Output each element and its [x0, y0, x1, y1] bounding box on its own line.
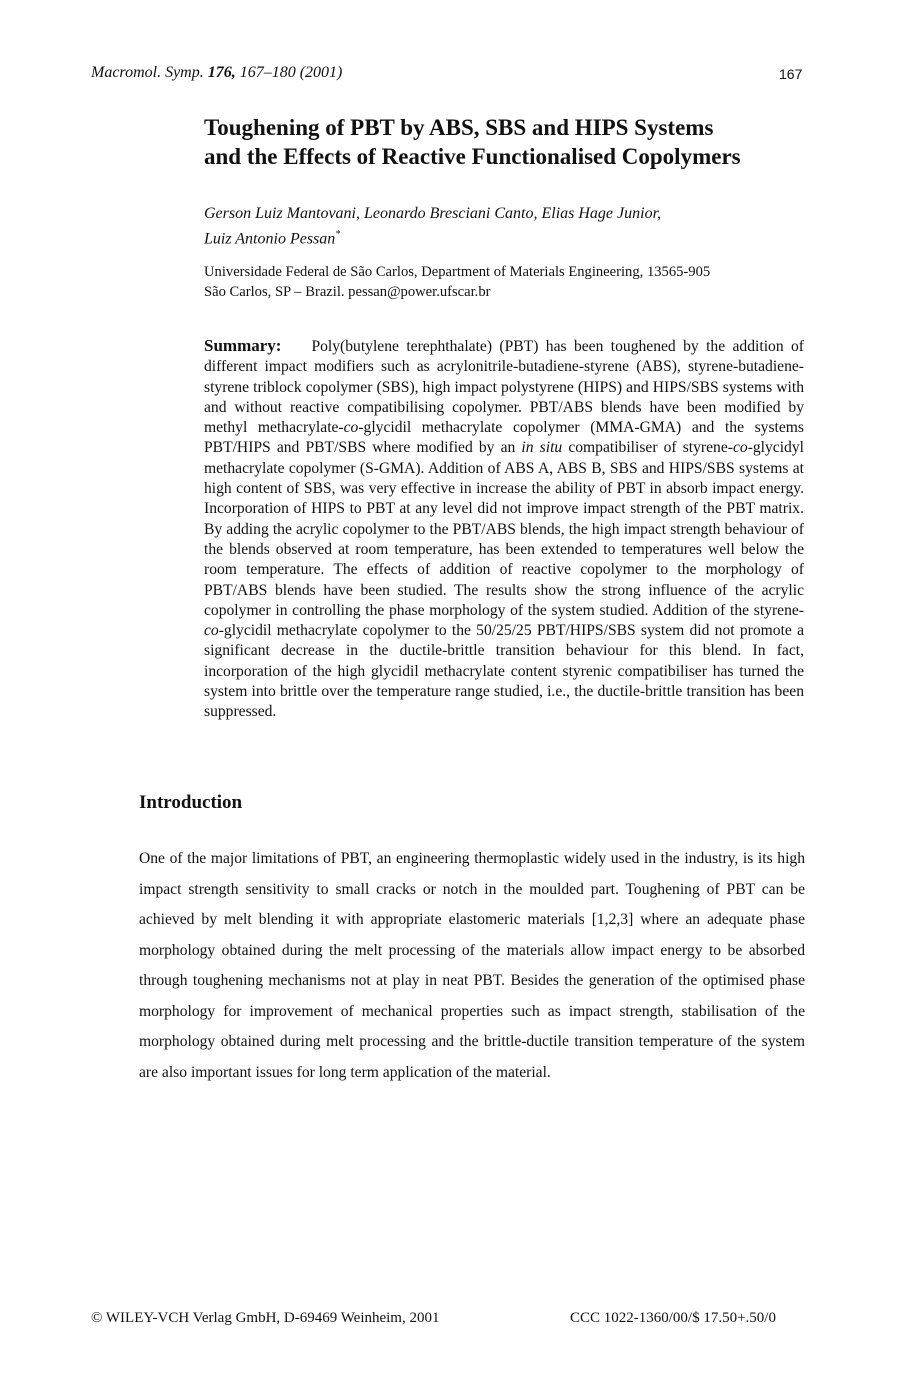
authors — [204, 203, 804, 249]
paper-title — [204, 113, 844, 171]
abstract-italic: co — [732, 439, 748, 457]
journal-name: Macromol. Symp. — [91, 64, 208, 81]
authors-line-1: Gerson Luiz Mantovani, Leonardo Bresciani Canto, Elias Hage Junior, — [204, 205, 662, 222]
introduction-paragraph: One of the major limitations of PBT, an engineering thermoplastic widely used in the industry, is its high impact strength sensitivity to small cracks or notch in the moulded part. Toughening of PBT can be achieved by melt blending it with appropriate elastomeric materials [1,2,3] where an adequate phase morphology obtained during the melt processing of the materials allow impact energy to be absorbed through toughening mechanisms not at play in neat PBT. Besides the generation of the optimised phase morphology for improvement of mechanical properties such as impact strength, stabilisation of the morphology obtained during melt processing and the brittle-ductile transition temperature of the system are also important issues for long term application of the material. — [139, 850, 805, 1081]
abstract — [204, 336, 804, 723]
abstract-text: -glycidil methacrylate copolymer (MMA-GMA) and the systems PBT/HIPS and PBT/SBS where modified by an — [204, 419, 804, 457]
section-heading-introduction: Introduction — [139, 792, 243, 813]
abstract-text: -glycidyl methacrylate copolymer (S-GMA). Addition of ABS A, ABS B, SBS and HIPS/SBS systems at high content of SBS, was very effective in increase the ability of PBT in absorb impact energy. Incorporation of HIPS to PBT at any level did not improve impact strength of the PBT matrix. By adding the acrylic copolymer to the PBT/ABS blends, the high impact strength behaviour of the blends observed at room temperature, has been extended to temperatures well below the room temperature. The effects of addition of reactive copolymer to the morphology of PBT/ABS blends have been studied. The results show the strong influence of the acrylic copolymer in controlling the phase morphology of the system studied. Addition of the styrene- — [204, 439, 804, 619]
affiliation-line-2: São Carlos, SP – Brazil. pessan@power.ufscar.br — [204, 284, 491, 300]
abstract-text: compatibiliser of styrene- — [562, 439, 733, 457]
authors-line-2: Luiz Antonio Pessan — [204, 230, 336, 248]
abstract-italic: in situ — [521, 439, 563, 457]
journal-citation — [91, 64, 342, 82]
journal-pages-year: 167–180 (2001) — [235, 64, 343, 81]
abstract-text: -glycidil methacrylate copolymer to the 50/25/25 PBT/HIPS/SBS system did not promote a significant decrease in the ductile-brittle transition behaviour for this blend. In fact, incorporation of the high glycidil methacrylate content styrenic compatibiliser has turned the system into brittle over the temperature range studied, i.e., the ductile-brittle transition has been suppressed. — [204, 622, 804, 721]
abstract-italic: co — [204, 622, 219, 640]
affiliation-line-1: Universidade Federal de São Carlos, Department of Materials Engineering, 13565-905 — [204, 264, 711, 280]
title-line-2: and the Effects of Reactive Functionalised Copolymers — [204, 144, 741, 169]
abstract-label: Summary: — [204, 336, 282, 355]
page-number: 167 — [779, 66, 803, 82]
affiliation — [204, 262, 824, 302]
ccc-code: CCC 1022-1360/00/$ 17.50+.50/0 — [570, 1310, 776, 1326]
abstract-text: Poly(butylene terephthalate) (PBT) has been toughened by the addition of different impact modifiers such as acrylonitrile-butadiene-styrene (ABS), styrene-butadiene-styrene triblock copolymer (SBS), high impact polystyrene (HIPS) and HIPS/SBS systems with and without reactive compatibilising copolymer. PBT/ABS blends have been modified by methyl methacrylate- — [204, 338, 804, 437]
title-line-1: Toughening of PBT by ABS, SBS and HIPS Systems — [204, 115, 714, 140]
abstract-italic: co — [343, 419, 359, 437]
corresponding-author-mark: * — [335, 229, 341, 240]
copyright-notice: © WILEY-VCH Verlag GmbH, D-69469 Weinheim, 2001 — [91, 1310, 440, 1326]
journal-volume: 176, — [207, 64, 236, 81]
